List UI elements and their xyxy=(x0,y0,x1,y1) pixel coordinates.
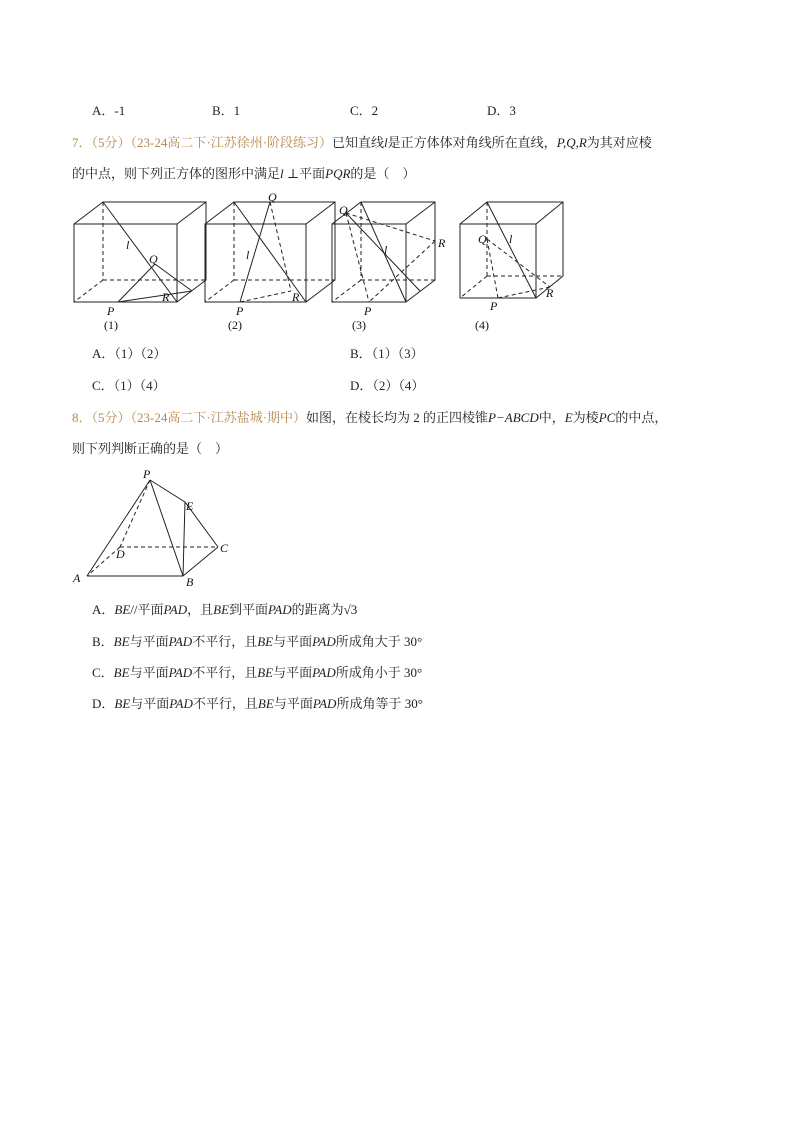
math-pad: PAD xyxy=(163,602,188,617)
math-pad: PAD xyxy=(168,634,193,649)
math-be: BE xyxy=(257,696,274,711)
math-be: BE xyxy=(113,665,130,680)
label-p: P xyxy=(143,467,151,481)
q8-text: 为棱 xyxy=(572,410,599,425)
option-text: 不平行，且 xyxy=(192,696,258,711)
option-text: 不平行，且 xyxy=(192,665,258,680)
q7-option-c: C．（1）（4） xyxy=(92,378,166,393)
option-text: 与平面 xyxy=(273,665,313,680)
caption-3: (3) xyxy=(352,318,366,332)
option-text: //平面 xyxy=(130,602,164,617)
prev-option-a: A．-1 xyxy=(92,103,126,118)
q8-text: 如图，在棱长均为 2 的正四棱锥 xyxy=(306,410,489,425)
math-be: BE xyxy=(257,634,274,649)
option-text: 大于 30° xyxy=(374,634,423,649)
math-pad: PAD xyxy=(168,665,193,680)
q8-stem-line1 xyxy=(72,410,667,426)
label-l: l xyxy=(384,243,388,257)
option-text: 到平面 xyxy=(229,602,269,617)
option-prefix: A． xyxy=(92,602,115,617)
q7-option-d: D．（2）（4） xyxy=(350,378,425,393)
option-text: 的距离为 xyxy=(291,602,344,617)
q7-figures xyxy=(60,188,580,336)
math-sqrt3: √3 xyxy=(343,602,358,617)
math-be: BE xyxy=(113,634,130,649)
label-q: Q xyxy=(149,252,158,266)
label-q: Q xyxy=(478,232,487,246)
option-text: ，且 xyxy=(187,602,214,617)
q7-text: 平面 xyxy=(299,166,326,181)
label-a: A xyxy=(73,571,81,585)
math-be: BE xyxy=(213,602,230,617)
cube-figure-2 xyxy=(205,190,335,332)
math-pad: PAD xyxy=(268,602,292,617)
math-be: BE xyxy=(114,696,131,711)
label-r: R xyxy=(438,236,446,250)
label-b: B xyxy=(186,575,194,589)
cube-figure-3 xyxy=(332,202,446,332)
caption-1: (1) xyxy=(104,318,118,332)
label-e: E xyxy=(186,499,194,513)
math-pad: PAD xyxy=(312,696,337,711)
cube-figure-1 xyxy=(74,202,206,332)
q8-math-pyramid: P−ABCD xyxy=(488,410,539,425)
q7-text: 已知直线 xyxy=(332,135,385,150)
q8-option-c xyxy=(92,665,422,681)
option-text: 所成角 xyxy=(336,696,376,711)
option-text: 小于 30° xyxy=(374,665,423,680)
label-c: C xyxy=(220,541,229,555)
q7-text: 的中点，则下列正方体的图形中满足 xyxy=(72,166,281,181)
math-be: BE xyxy=(257,665,274,680)
q8-math-e: E xyxy=(564,410,573,425)
label-q: Q xyxy=(339,203,348,217)
q7-number: 7． xyxy=(72,135,92,150)
q7-text: 是正方体体对角线所在直线， xyxy=(387,135,557,150)
caption-4: (4) xyxy=(475,318,489,332)
math-be: BE xyxy=(114,602,131,617)
label-l: l xyxy=(246,248,250,262)
math-pad: PAD xyxy=(312,665,336,680)
option-text: 与平面 xyxy=(129,634,169,649)
q7-math-l: l xyxy=(384,135,388,150)
q8-option-d xyxy=(92,696,423,712)
option-text: 不平行，且 xyxy=(192,634,258,649)
label-r: R xyxy=(292,290,300,304)
q7-source: （23-24高二下·江苏徐州·阶段练习） xyxy=(130,135,333,150)
option-prefix: B． xyxy=(92,634,114,649)
caption-2: (2) xyxy=(228,318,242,332)
q7-text: 的是（ ） xyxy=(350,166,416,181)
cube-figure-4 xyxy=(460,202,563,332)
q8-stem-line2: 则下列判断正确的是（ ） xyxy=(72,441,229,456)
q7-option-b: B．（1）（3） xyxy=(350,346,424,361)
q7-stem-line2 xyxy=(72,166,415,182)
option-text: 等于 30° xyxy=(375,696,423,711)
q8-math-pc: PC xyxy=(598,410,616,425)
q7-math-perp: l ⊥ xyxy=(280,166,300,181)
option-text: 所成角 xyxy=(335,665,375,680)
q8-pyramid-figure xyxy=(65,462,245,592)
q7-text: 为其对应棱 xyxy=(586,135,652,150)
prev-option-c: C．2 xyxy=(350,103,379,118)
label-p: P xyxy=(107,304,115,318)
option-text: 所成角 xyxy=(335,634,375,649)
option-text: 与平面 xyxy=(130,696,170,711)
option-text: 与平面 xyxy=(273,696,313,711)
q8-number: 8． xyxy=(72,410,92,425)
q7-option-a: A．（1）（2） xyxy=(92,346,167,361)
label-l: l xyxy=(509,232,513,246)
math-pad: PAD xyxy=(169,696,193,711)
q7-stem-line1 xyxy=(72,135,652,151)
q8-option-a xyxy=(92,602,357,618)
label-d: D xyxy=(116,547,125,561)
option-text: 与平面 xyxy=(273,634,313,649)
prev-option-b: B．1 xyxy=(212,103,241,118)
label-l: l xyxy=(126,238,130,252)
label-p: P xyxy=(236,304,244,318)
prev-option-d: D．3 xyxy=(487,103,516,118)
label-r: R xyxy=(546,286,554,300)
q7-math-plane: PQR xyxy=(325,166,351,181)
q7-score: （5分） xyxy=(91,135,131,150)
q8-text: 的中点， xyxy=(615,410,668,425)
label-p: P xyxy=(364,304,372,318)
option-text: 与平面 xyxy=(129,665,169,680)
q8-option-b xyxy=(92,634,422,650)
q8-score: （5分） xyxy=(91,410,131,425)
label-q: Q xyxy=(268,190,277,204)
q8-text: 中， xyxy=(538,410,565,425)
math-pad: PAD xyxy=(312,634,336,649)
label-p: P xyxy=(490,299,498,313)
q8-source: （23-24高二下·江苏盐城·期中） xyxy=(130,410,307,425)
q7-math-pqr: P,Q,R xyxy=(556,135,587,150)
option-prefix: D． xyxy=(92,696,115,711)
option-prefix: C． xyxy=(92,665,114,680)
label-r: R xyxy=(162,290,170,304)
